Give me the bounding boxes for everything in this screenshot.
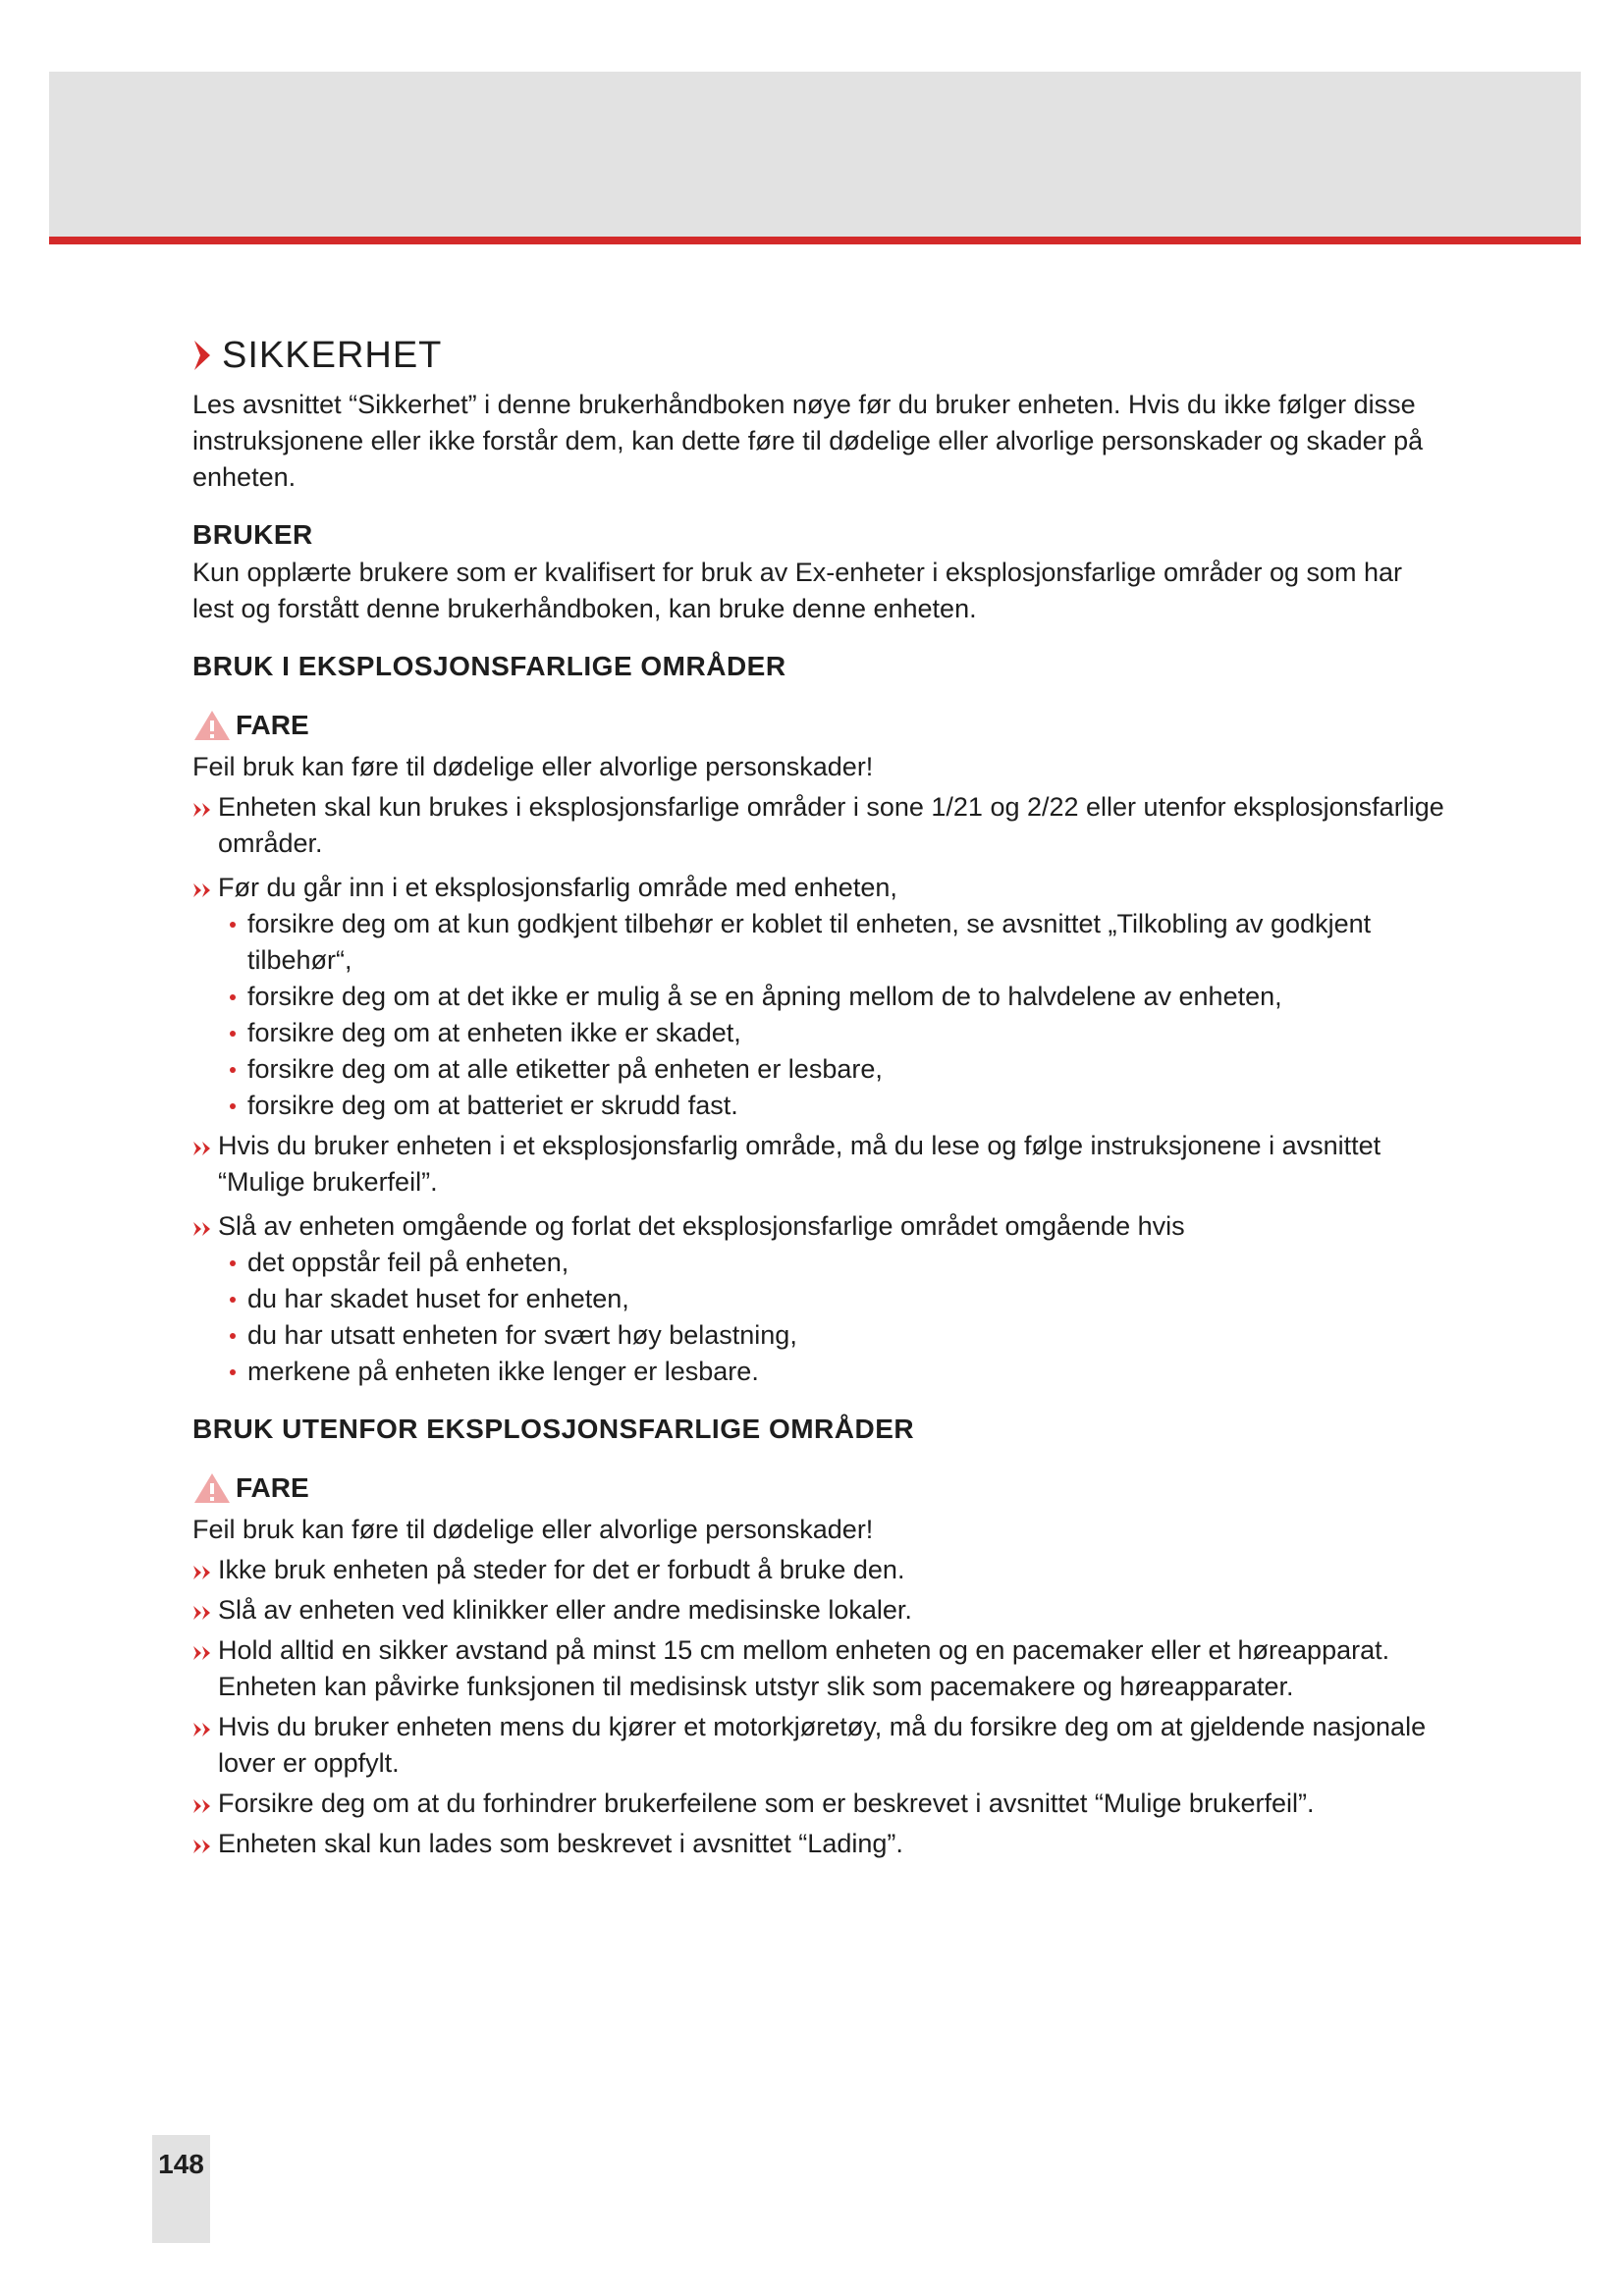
hazard-warning-text: Feil bruk kan føre til dødelige eller alvorlige personskader!: [192, 752, 874, 781]
hazard-sublist: [192, 1245, 1449, 1390]
hazard-item-text: Før du går inn i et eksplosjonsfarlig område med enheten,: [218, 873, 897, 902]
double-chevron-icon: [192, 801, 214, 819]
outside-heading: BRUK UTENFOR EKSPLOSJONSFARLIGE OMRÅDER: [192, 1414, 915, 1444]
double-chevron-icon: [192, 1838, 214, 1855]
outside-list-item: [192, 1552, 1449, 1588]
sublist-item: [192, 1281, 1449, 1317]
sublist-item: [192, 979, 1449, 1015]
sublist-item-text: forsikre deg om at alle etiketter på enheten er lesbare,: [247, 1054, 883, 1084]
hazard-warning-label: [192, 706, 1449, 745]
hazard-heading: BRUK I EKSPLOSJONSFARLIGE OMRÅDER: [192, 651, 786, 681]
sublist-item-text: det oppstår feil på enheten,: [247, 1248, 569, 1277]
header-rule: [49, 237, 1581, 244]
outside-item-text: Ikke bruk enheten på steder for det er forbudt å bruke den.: [218, 1555, 905, 1584]
sublist-item-text: forsikre deg om at enheten ikke er skadet,: [247, 1018, 741, 1047]
sublist-item-text: forsikre deg om at det ikke er mulig å se en åpning mellom de to halvdelene av enheten,: [247, 982, 1282, 1011]
hazard-item-text: Hvis du bruker enheten i et eksplosjonsfarlig område, må du lese og følge instruksjonene i avsnittet “Mulige brukerfeil”.: [218, 1131, 1381, 1197]
sublist-item: [192, 1354, 1449, 1390]
page-number-tab: [152, 2135, 210, 2243]
warning-triangle-icon: [192, 1471, 232, 1505]
warning-triangle-icon: [192, 709, 232, 742]
outside-list: [192, 1552, 1449, 1862]
sublist-item-text: du har skadet huset for enheten,: [247, 1284, 629, 1313]
outside-list-item: [192, 1786, 1449, 1822]
double-chevron-icon: [192, 1220, 214, 1238]
bullet-dot-icon: [230, 1260, 236, 1266]
sublist-item: [192, 1015, 1449, 1051]
hazard-list-item: [192, 1128, 1449, 1201]
outside-list-item: [192, 1592, 1449, 1629]
hazard-list: [192, 1128, 1449, 1245]
double-chevron-icon: [192, 881, 214, 899]
outside-warning-label-text: FARE: [236, 1472, 309, 1503]
bullet-dot-icon: [230, 1369, 236, 1375]
bullet-dot-icon: [230, 1031, 236, 1037]
bullet-dot-icon: [230, 922, 236, 928]
outside-list-item: [192, 1632, 1449, 1705]
outside-item-text: Slå av enheten ved klinikker eller andre medisinske lokaler.: [218, 1595, 912, 1625]
section-title-text: SIKKERHET: [222, 334, 443, 376]
outside-list-item: [192, 1709, 1449, 1782]
outside-warning-label: [192, 1468, 1449, 1508]
bullet-dot-icon: [230, 1067, 236, 1073]
hazard-item-text: Enheten skal kun brukes i eksplosjonsfarlige områder i sone 1/21 og 2/22 eller utenfor eksplosjonsfarlige områder.: [218, 792, 1444, 858]
sublist-item: [192, 1245, 1449, 1281]
page-content: [192, 332, 1449, 1862]
double-chevron-icon: [192, 1604, 214, 1622]
double-chevron-icon: [192, 1644, 214, 1662]
sublist-item-text: merkene på enheten ikke lenger er lesbare.: [247, 1357, 759, 1386]
double-chevron-icon: [192, 1721, 214, 1738]
hazard-list-item: [192, 1208, 1449, 1245]
outside-item-text: Hvis du bruker enheten mens du kjører et motorkjøretøy, må du forsikre deg om at gjeldende nasjonale lover er oppfylt.: [218, 1712, 1427, 1778]
hazard-list-item: [192, 789, 1449, 862]
bullet-dot-icon: [230, 994, 236, 1000]
bullet-dot-icon: [230, 1103, 236, 1109]
intro-paragraph: Les avsnittet “Sikkerhet” i denne brukerhåndboken nøye før du bruker enheten. Hvis du ikke følger disse instruksjonene eller ikke forstår dem, kan dette føre til dødelige eller alvorlige personskader og skader på enheten.: [192, 390, 1424, 492]
double-chevron-icon: [192, 1140, 214, 1157]
sublist-item-text: du har utsatt enheten for svært høy belastning,: [247, 1320, 797, 1350]
chevron-right-icon: [192, 339, 214, 372]
hazard-warning-label-text: FARE: [236, 710, 309, 740]
sublist-item-text: forsikre deg om at batteriet er skrudd fast.: [247, 1091, 738, 1120]
bullet-dot-icon: [230, 1297, 236, 1303]
bullet-dot-icon: [230, 1333, 236, 1339]
double-chevron-icon: [192, 1564, 214, 1581]
outside-warning-text: Feil bruk kan føre til dødelige eller alvorlige personskader!: [192, 1515, 874, 1544]
sublist-item: [192, 1051, 1449, 1088]
sublist-item: [192, 906, 1449, 979]
page-number: 148: [158, 2149, 204, 2179]
header-band: [49, 72, 1581, 237]
outside-item-text: Forsikre deg om at du forhindrer brukerfeilene som er beskrevet i avsnittet “Mulige brukerfeil”.: [218, 1789, 1315, 1818]
double-chevron-icon: [192, 1797, 214, 1815]
user-paragraph: Kun opplærte brukere som er kvalifisert for bruk av Ex-enheter i eksplosjonsfarlige områder og som har lest og forstått denne brukerhåndboken, kan bruke denne enheten.: [192, 558, 1403, 623]
outside-list-item: [192, 1826, 1449, 1862]
hazard-list-item: [192, 870, 1449, 906]
user-heading: BRUKER: [192, 519, 313, 550]
hazard-list: [192, 789, 1449, 906]
sublist-item: [192, 1088, 1449, 1124]
section-title: [192, 332, 1449, 379]
hazard-sublist: [192, 906, 1449, 1124]
sublist-item: [192, 1317, 1449, 1354]
outside-item-text: Hold alltid en sikker avstand på minst 15 cm mellom enheten og en pacemaker eller et høreapparat. Enheten kan påvirke funksjonen til medisinsk utstyr slik som pacemakere og høreapparater.: [218, 1635, 1390, 1701]
outside-item-text: Enheten skal kun lades som beskrevet i avsnittet “Lading”.: [218, 1829, 903, 1858]
hazard-item-text: Slå av enheten omgående og forlat det eksplosjonsfarlige området omgående hvis: [218, 1211, 1185, 1241]
sublist-item-text: forsikre deg om at kun godkjent tilbehør er koblet til enheten, se avsnittet „Tilkobling av godkjent tilbehør“,: [247, 909, 1372, 975]
